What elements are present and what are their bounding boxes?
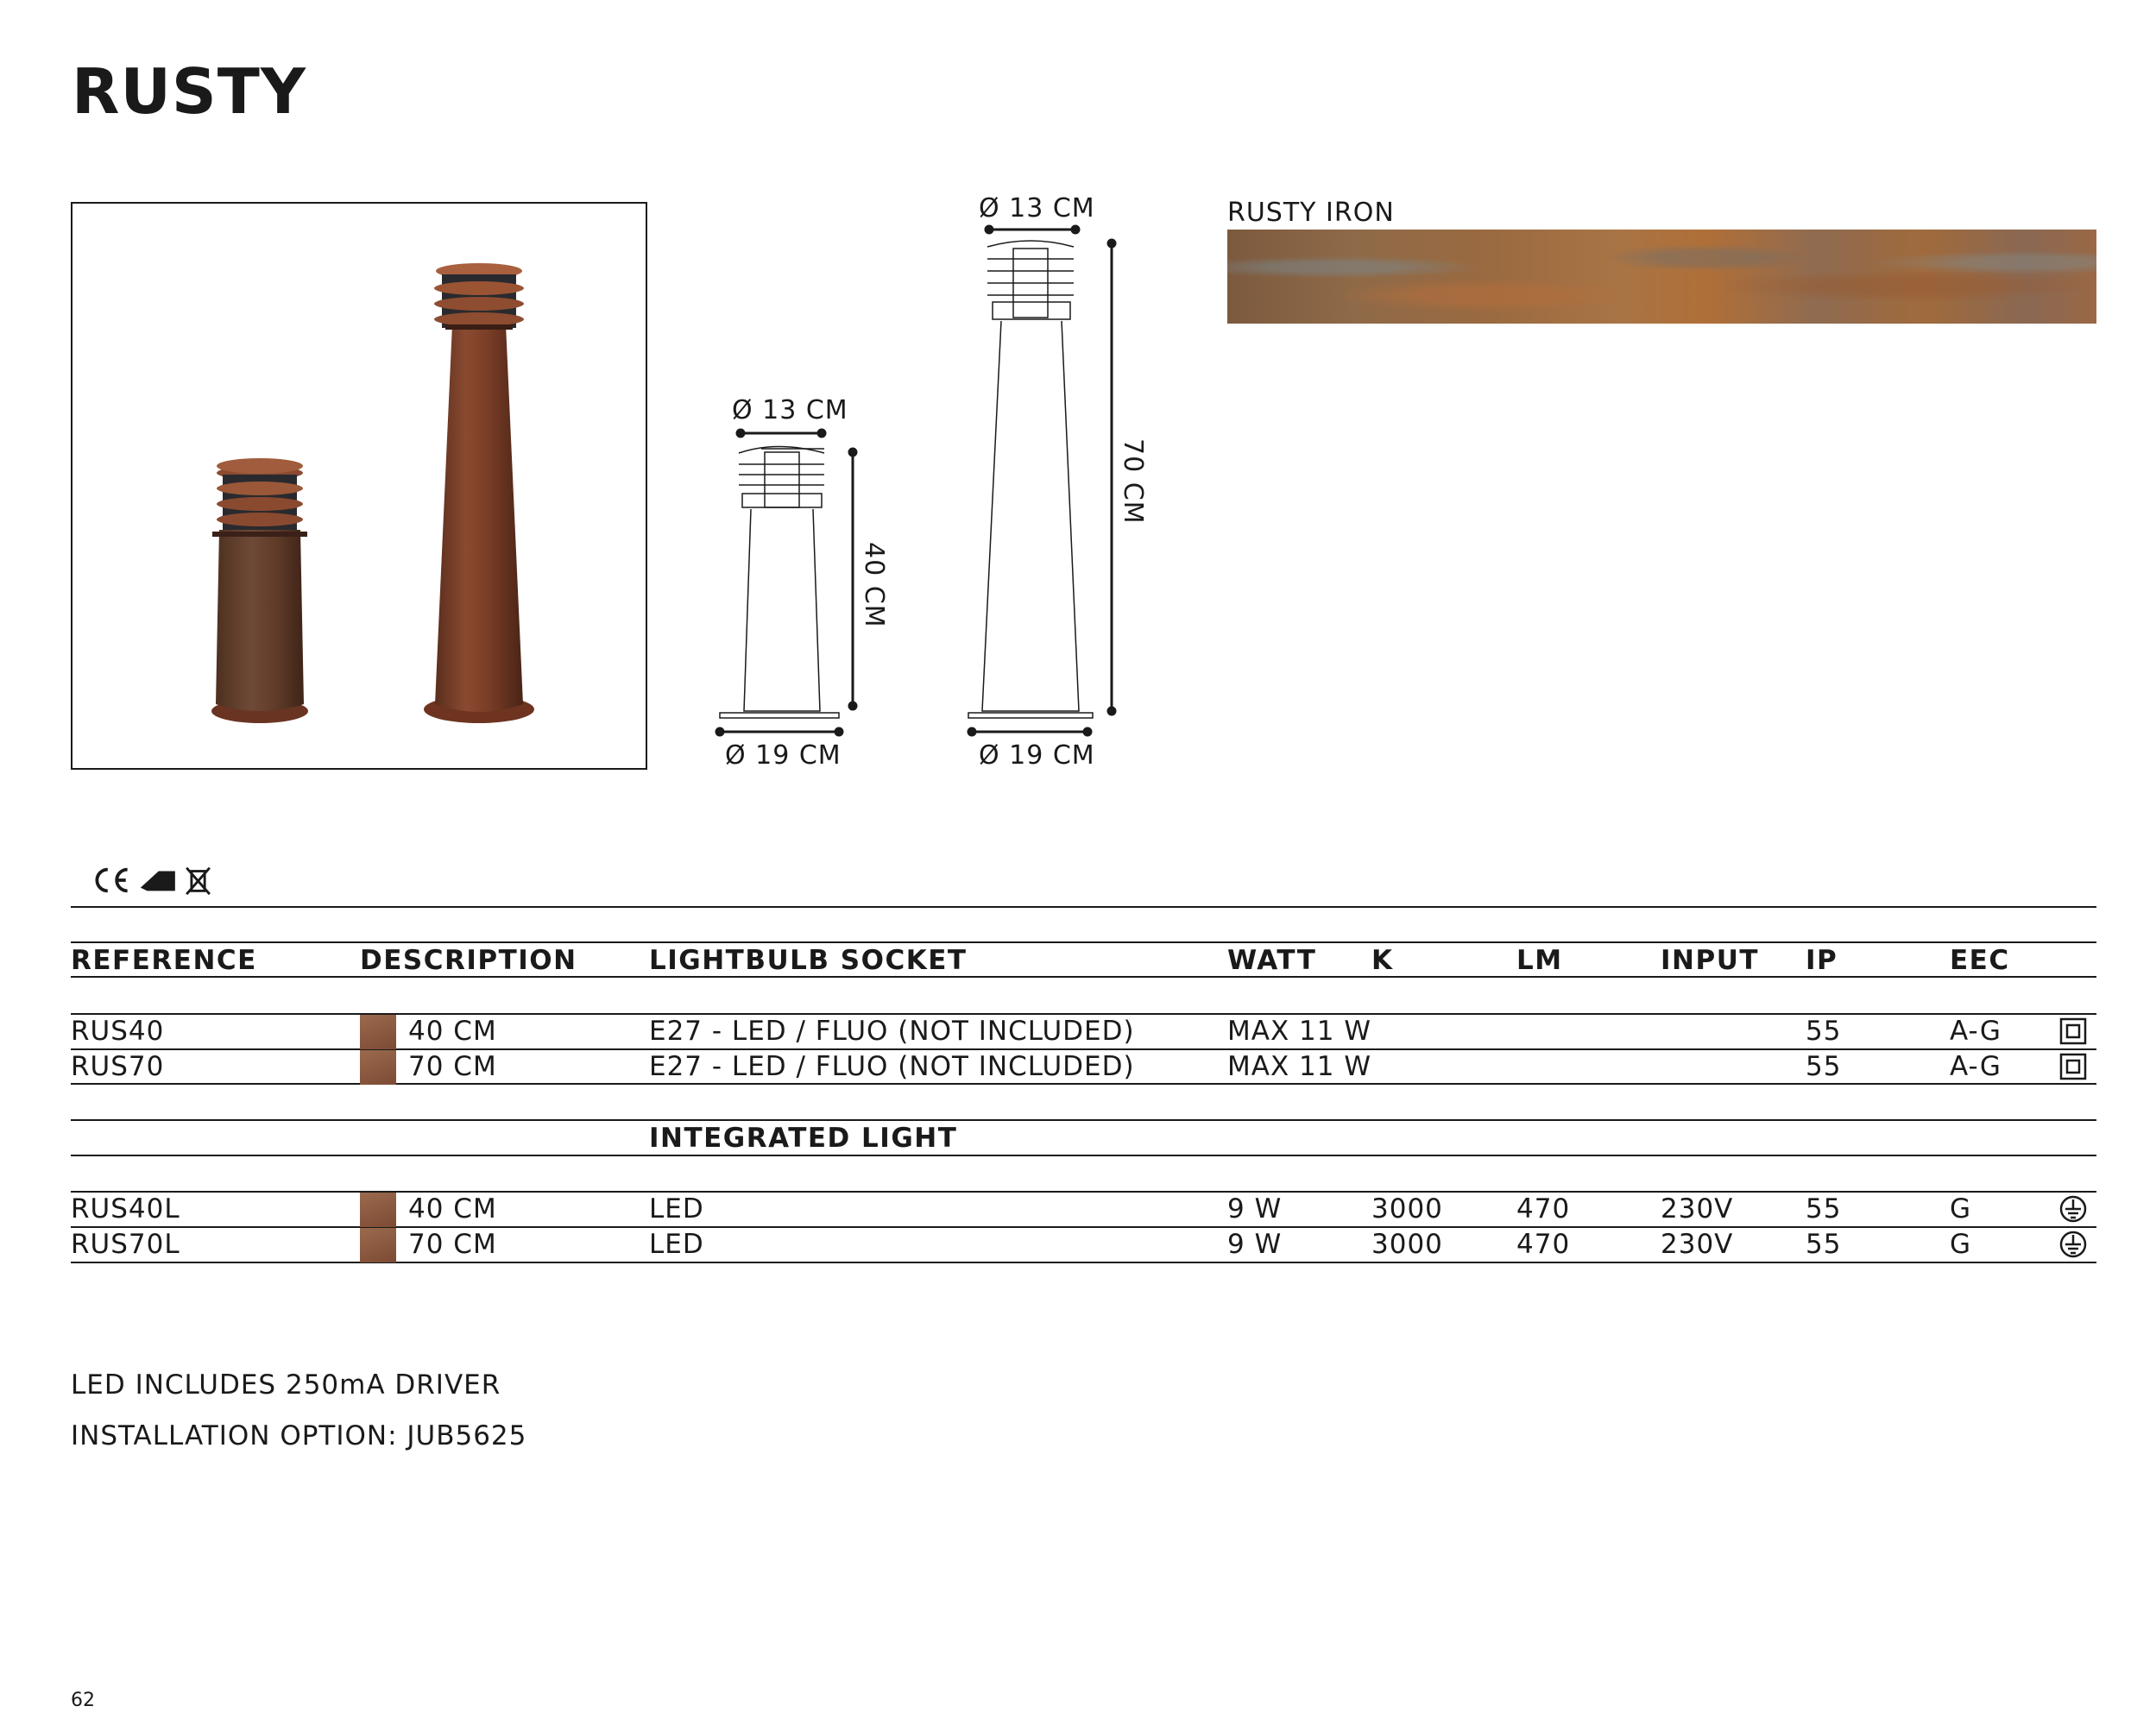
earth-ground-icon <box>2059 1231 2087 1258</box>
cell-ip: 55 <box>1806 1229 1842 1260</box>
small-dimension-lines <box>716 430 856 735</box>
divider <box>71 1155 2096 1156</box>
large-bottom-diameter: Ø 19 CM <box>979 740 1095 771</box>
cell-watt: 9 W <box>1227 1193 1283 1224</box>
class-ii-icon <box>2059 1017 2087 1045</box>
ce-mark-icon <box>97 870 127 891</box>
cell-ip: 55 <box>1806 1051 1842 1082</box>
product-photo <box>71 202 647 770</box>
header-k: K <box>1371 945 1394 976</box>
header-description: DESCRIPTION <box>360 945 577 976</box>
page-number: 62 <box>71 1690 95 1711</box>
divider <box>71 976 2096 978</box>
weee-bin-icon <box>186 868 210 894</box>
cell-input: 230V <box>1661 1193 1734 1224</box>
finish-chip <box>360 1050 396 1085</box>
large-bollard-photo <box>424 263 534 723</box>
integrated-light-header: INTEGRATED LIGHT <box>649 1123 958 1154</box>
bollard-photo-illustration <box>72 204 646 768</box>
cell-socket: LED <box>649 1229 704 1260</box>
cell-description: 70 CM <box>408 1229 497 1260</box>
cell-eec: G <box>1950 1229 1972 1260</box>
page-title: RUSTY <box>72 55 307 128</box>
header-ip: IP <box>1806 945 1838 976</box>
cell-watt: MAX 11 W <box>1227 1051 1371 1082</box>
finish-chip <box>360 1015 396 1049</box>
cell-eec: A-G <box>1950 1016 2002 1047</box>
note-driver: LED INCLUDES 250mA DRIVER <box>71 1369 501 1401</box>
cell-k: 3000 <box>1371 1193 1443 1224</box>
small-height: 40 CM <box>859 542 889 628</box>
header-lm: LM <box>1516 945 1563 976</box>
cell-reference: RUS40L <box>71 1193 180 1224</box>
cell-lm: 470 <box>1516 1229 1571 1260</box>
cell-lm: 470 <box>1516 1193 1571 1224</box>
cell-description: 40 CM <box>408 1193 497 1224</box>
cell-ip: 55 <box>1806 1193 1842 1224</box>
finish-chip <box>360 1193 396 1227</box>
large-bollard-drawing <box>968 241 1093 718</box>
cell-description: 40 CM <box>408 1016 497 1047</box>
header-reference: REFERENCE <box>71 945 257 976</box>
small-bollard-drawing <box>720 447 839 719</box>
divider <box>71 941 2096 943</box>
class-ii-icon <box>2059 1053 2087 1080</box>
header-lightbulb-socket: LIGHTBULB SOCKET <box>649 945 968 976</box>
header-input: INPUT <box>1661 945 1760 976</box>
rusty-iron-swatch <box>1227 230 2096 324</box>
divider <box>71 1119 2096 1121</box>
small-bottom-diameter: Ø 19 CM <box>725 740 842 771</box>
cell-reference: RUS40 <box>71 1016 165 1047</box>
cell-watt: MAX 11 W <box>1227 1016 1371 1047</box>
note-installation: INSTALLATION OPTION: JUB5625 <box>71 1420 527 1451</box>
finish-chip <box>360 1228 396 1262</box>
cell-reference: RUS70 <box>71 1051 165 1082</box>
header-eec: EEC <box>1950 945 2010 976</box>
large-top-diameter: Ø 13 CM <box>979 193 1095 223</box>
cell-socket: LED <box>649 1193 704 1224</box>
cell-eec: G <box>1950 1193 1972 1224</box>
small-bollard-photo <box>211 458 308 723</box>
cell-description: 70 CM <box>408 1051 497 1082</box>
finish-label: RUSTY IRON <box>1227 198 1395 228</box>
cell-socket: E27 - LED / FLUO (NOT INCLUDED) <box>649 1016 1135 1047</box>
cell-input: 230V <box>1661 1229 1734 1260</box>
small-top-diameter: Ø 13 CM <box>732 395 848 425</box>
large-height: 70 CM <box>1118 438 1148 525</box>
cell-socket: E27 - LED / FLUO (NOT INCLUDED) <box>649 1051 1135 1082</box>
cell-k: 3000 <box>1371 1229 1443 1260</box>
class-f-mark-icon <box>141 872 175 891</box>
earth-ground-icon <box>2059 1195 2087 1223</box>
header-watt: WATT <box>1227 945 1317 976</box>
cell-reference: RUS70L <box>71 1229 180 1260</box>
cell-ip: 55 <box>1806 1016 1842 1047</box>
cell-eec: A-G <box>1950 1051 2002 1082</box>
cell-watt: 9 W <box>1227 1229 1283 1260</box>
divider <box>71 906 2096 908</box>
certification-icons <box>86 863 224 897</box>
